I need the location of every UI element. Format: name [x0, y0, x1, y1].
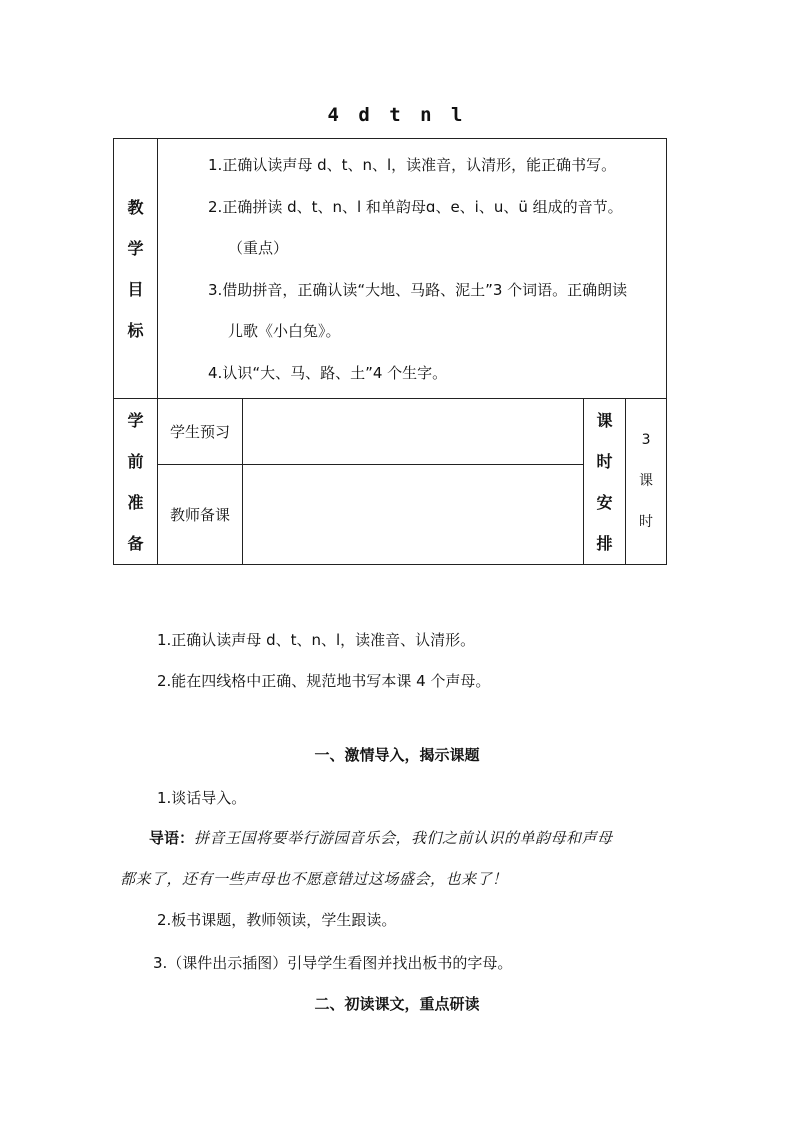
hours-cell: 3 课 时: [626, 399, 667, 565]
prep-row-student: [114, 399, 667, 465]
goals-label: 教 学 目 标: [114, 139, 158, 399]
objective-1: 1.正确认读声母 d、t、n、l，读准音、认清形。: [157, 631, 476, 649]
goals-row: [114, 139, 667, 399]
lesson-plan-table: [113, 138, 667, 565]
goal-item: 1.正确认读声母 d、t、n、l，读准音，认清形，能正确书写。: [208, 156, 617, 174]
teacher-prep-cell: [243, 465, 584, 565]
objective-2: 2.能在四线格中正确、规范地书写本课 4 个声母。: [157, 672, 491, 690]
goal-item: 2.正确拼读 d、t、n、l 和单韵母ɑ、e、i、u、ü 组成的音节。: [208, 197, 623, 216]
lead-label: 导语：: [149, 829, 195, 847]
student-prep-label: 学生预习: [158, 399, 243, 465]
lead-paragraph-line2: 都来了，还有一些声母也不愿意错过这场盛会，也来了！: [120, 870, 508, 888]
section1-item1: 1.谈话导入。: [157, 789, 247, 807]
lead-text: 拼音王国将要举行游园音乐会，我们之前认识的单韵母和声母: [194, 829, 613, 847]
goal-item: 4.认识“大、马、路、土”4 个生字。: [208, 363, 448, 382]
teacher-prep-label: 教师备课: [158, 465, 243, 565]
section1-heading: 一、激情导入，揭示课题: [314, 746, 480, 764]
section1-item2: 2.板书课题，教师领读，学生跟读。: [157, 911, 397, 929]
goals-content: [158, 139, 667, 399]
lead-paragraph-line1: [149, 828, 613, 848]
goal-item-continuation: 儿歌《小白兔》。: [228, 322, 341, 340]
prep-label: 学 前 准 备: [114, 399, 158, 565]
goal-item-continuation: （重点）: [228, 239, 289, 257]
section2-heading: 二、初读课文，重点研读: [314, 995, 480, 1013]
section1-item3: 3.（课件出示插图）引导学生看图并找出板书的字母。: [153, 954, 513, 972]
goal-item: 3.借助拼音，正确认读“大地、马路、泥土”3 个词语。正确朗读: [208, 280, 628, 299]
lesson-title: 4 d t n l: [327, 104, 467, 126]
student-prep-cell: [243, 399, 584, 465]
schedule-label: 课 时 安 排: [584, 399, 626, 565]
